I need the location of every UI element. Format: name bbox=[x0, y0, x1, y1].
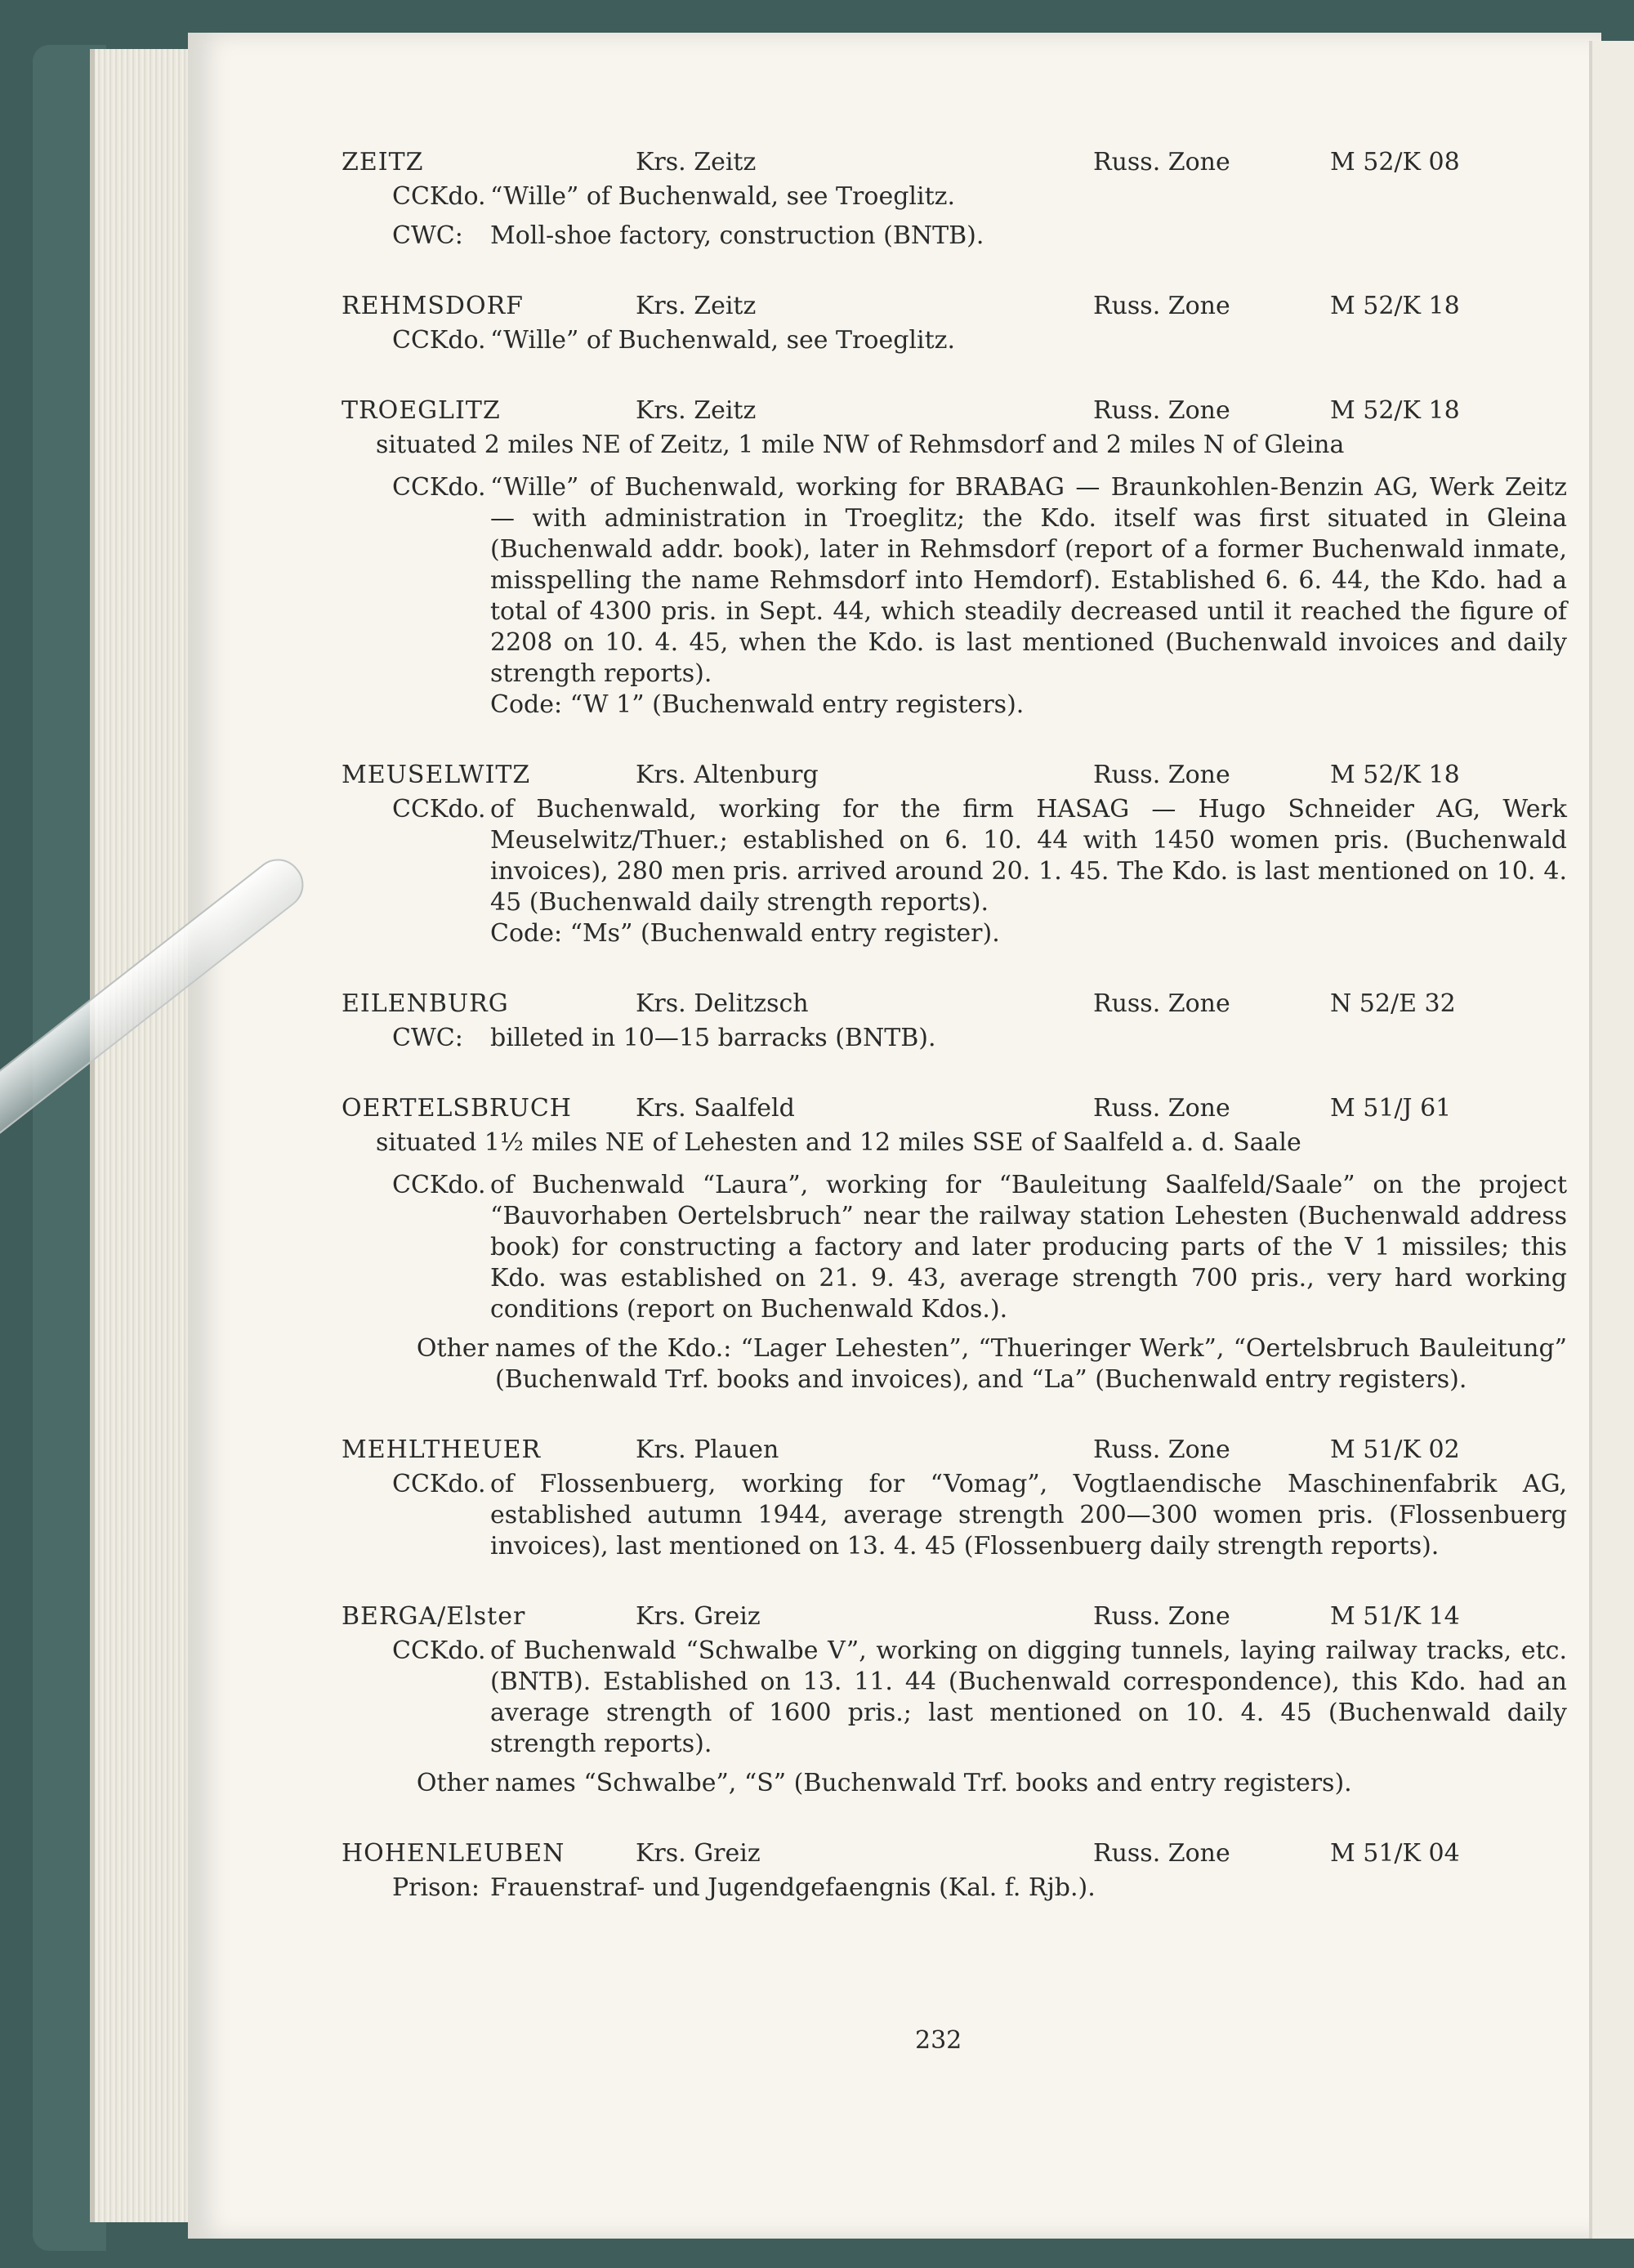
place-name: OERTELSBRUCH bbox=[342, 1094, 572, 1123]
map-reference: M 52/K 08 bbox=[1330, 148, 1460, 176]
place-name: EILENBURG bbox=[342, 989, 509, 1018]
other-names-note bbox=[342, 1333, 1567, 1395]
place-name: BERGA/Elster bbox=[342, 1602, 526, 1631]
entry-heading bbox=[342, 395, 1567, 430]
entry-description: Moll-shoe factory, construction (BNTB). bbox=[490, 221, 984, 250]
entry-description: of Buchenwald “Schwalbe V”, working on digging tunnels, laying railway tracks, etc. (BNTB). Established on 13. 11. 44 (Buchenwald correspondence), this Kdo. had an average strength of 1600 pris.; last mentioned on 10. 4. 45 (Buchenwald daily strength reports). bbox=[490, 1636, 1567, 1758]
location-note: situated 1½ miles NE of Lehesten and 12 miles SSE of Saalfeld a. d. Saale bbox=[376, 1128, 1301, 1157]
gazetteer-entry bbox=[342, 760, 1567, 949]
location-note: situated 2 miles NE of Zeitz, 1 mile NW of Rehmsdorf and 2 miles N of Gleina bbox=[376, 431, 1345, 459]
entry-line bbox=[342, 1023, 1567, 1054]
entry-line bbox=[342, 1469, 1567, 1562]
category-tag: Prison: bbox=[392, 1873, 480, 1902]
place-name: REHMSDORF bbox=[342, 292, 524, 320]
entry-description: of Buchenwald, working for the firm HASAG — Hugo Schneider AG, Werk Meuselwitz/Thuer.; established on 6. 10. 44 with 1450 women pris. (Buchenwald invoices), 280 men pris. arrived around 20. 1. 45. The Kdo. is last mentioned on 10. 4. 45 (Buchenwald daily strength reports). bbox=[490, 795, 1567, 917]
note-text: names of the Kdo.: “Lager Lehesten”, “Thueringer Werk”, “Oertelsbruch Bauleitung” (Buchenwald Trf. books and invoices), and “La” (Buchenwald entry registers). bbox=[495, 1334, 1567, 1394]
entry-description: “Wille” of Buchenwald, see Troeglitz. bbox=[490, 326, 955, 355]
entry-description: billeted in 10—15 barracks (BNTB). bbox=[490, 1024, 936, 1052]
category-tag: CCKdo. bbox=[392, 473, 486, 502]
map-reference: M 51/K 02 bbox=[1330, 1435, 1460, 1464]
map-reference: M 52/K 18 bbox=[1330, 761, 1460, 789]
zone: Russ. Zone bbox=[1093, 761, 1230, 789]
entry-heading bbox=[342, 147, 1567, 181]
entry-description-block bbox=[490, 1170, 1567, 1325]
entry-description-block bbox=[490, 1873, 1567, 1904]
entry-heading bbox=[342, 1435, 1567, 1469]
gazetteer-entry bbox=[342, 1601, 1567, 1799]
other-names-note bbox=[342, 1768, 1567, 1799]
entry-description-block bbox=[490, 221, 1567, 252]
zone: Russ. Zone bbox=[1093, 1435, 1230, 1464]
district: Krs. Zeitz bbox=[636, 148, 757, 176]
code-note: Code: “Ms” (Buchenwald entry register). bbox=[490, 919, 1000, 948]
gazetteer-entry bbox=[342, 1093, 1567, 1395]
page-text bbox=[342, 147, 1567, 1943]
district: Krs. Saalfeld bbox=[636, 1094, 795, 1123]
entry-line bbox=[342, 1873, 1567, 1904]
district: Krs. Altenburg bbox=[636, 761, 819, 789]
gazetteer-entry bbox=[342, 395, 1567, 721]
district: Krs. Greiz bbox=[636, 1839, 761, 1868]
entry-line bbox=[342, 221, 1567, 252]
zone: Russ. Zone bbox=[1093, 989, 1230, 1018]
entry-description-block bbox=[490, 181, 1567, 212]
district: Krs. Plauen bbox=[636, 1435, 779, 1464]
category-tag: CWC: bbox=[392, 1024, 463, 1052]
category-tag: CCKdo. bbox=[392, 182, 486, 211]
map-reference: M 52/K 18 bbox=[1330, 292, 1460, 320]
category-tag: CCKdo. bbox=[392, 1171, 486, 1199]
entry-line bbox=[342, 1170, 1567, 1325]
entry-heading bbox=[342, 1838, 1567, 1873]
entry-description: Frauenstraf- und Jugendgefaengnis (Kal. f. Rjb.). bbox=[490, 1873, 1096, 1902]
map-reference: N 52/E 32 bbox=[1330, 989, 1456, 1018]
place-name: MEUSELWITZ bbox=[342, 761, 531, 789]
entry-description: “Wille” of Buchenwald, see Troeglitz. bbox=[490, 182, 955, 211]
next-page-edge bbox=[1589, 41, 1634, 2239]
entry-line bbox=[342, 794, 1567, 949]
zone: Russ. Zone bbox=[1093, 148, 1230, 176]
page-edges bbox=[90, 49, 201, 2222]
district: Krs. Zeitz bbox=[636, 396, 757, 425]
district: Krs. Greiz bbox=[636, 1602, 761, 1631]
place-name: HOHENLEUBEN bbox=[342, 1839, 565, 1868]
note-text: names “Schwalbe”, “S” (Buchenwald Trf. books and entry registers). bbox=[495, 1769, 1352, 1797]
entry-description: “Wille” of Buchenwald, working for BRABAG — Braunkohlen-Benzin AG, Werk Zeitz — with administration in Troeglitz; the Kdo. itself was first situated in Gleina (Buchenwald addr. book), later in Rehmsdorf (report of a former Buchenwald inmate, misspelling the name Rehmsdorf into Hemdorf). Established 6. 6. 44, the Kdo. had a total of 4300 pris. in Sept. 44, which steadily decreased until it reached the figure of 2208 on 10. 4. 45, when the Kdo. is last mentioned (Buchenwald invoices and daily strength reports). bbox=[490, 473, 1567, 688]
entry-description-block bbox=[490, 325, 1567, 356]
zone: Russ. Zone bbox=[1093, 1094, 1230, 1123]
map-reference: M 51/K 14 bbox=[1330, 1602, 1460, 1631]
map-reference: M 51/J 61 bbox=[1330, 1094, 1452, 1123]
zone: Russ. Zone bbox=[1093, 1839, 1230, 1868]
entry-description: of Flossenbuerg, working for “Vomag”, Vogtlaendische Maschinenfabrik AG, established autumn 1944, average strength 200—300 women pris. (Flossenbuerg invoices), last mentioned on 13. 4. 45 (Flossenbuerg daily strength reports). bbox=[490, 1470, 1567, 1560]
entry-line bbox=[342, 181, 1567, 212]
gazetteer-entry bbox=[342, 291, 1567, 356]
note-label: Other bbox=[416, 1334, 489, 1363]
category-tag: CCKdo. bbox=[392, 1636, 486, 1665]
gazetteer-entry bbox=[342, 147, 1567, 252]
entry-description-block bbox=[490, 1636, 1567, 1760]
page-number: 232 bbox=[915, 2026, 962, 2055]
entry-line bbox=[342, 1636, 1567, 1760]
map-reference: M 52/K 18 bbox=[1330, 396, 1460, 425]
gazetteer-entry bbox=[342, 989, 1567, 1054]
entry-heading bbox=[342, 1093, 1567, 1127]
map-reference: M 51/K 04 bbox=[1330, 1839, 1460, 1868]
entry-description-block bbox=[490, 794, 1567, 949]
note-label: Other bbox=[416, 1769, 489, 1797]
zone: Russ. Zone bbox=[1093, 1602, 1230, 1631]
entry-heading bbox=[342, 760, 1567, 794]
category-tag: CCKdo. bbox=[392, 326, 486, 355]
entry-description-block bbox=[490, 472, 1567, 721]
zone: Russ. Zone bbox=[1093, 292, 1230, 320]
place-name: TROEGLITZ bbox=[342, 396, 501, 425]
gazetteer-entry bbox=[342, 1435, 1567, 1562]
district: Krs. Delitzsch bbox=[636, 989, 809, 1018]
entry-heading bbox=[342, 291, 1567, 325]
place-name: MEHLTHEUER bbox=[342, 1435, 542, 1464]
district: Krs. Zeitz bbox=[636, 292, 757, 320]
entry-line bbox=[342, 325, 1567, 356]
category-tag: CWC: bbox=[392, 221, 463, 250]
entry-line bbox=[342, 472, 1567, 721]
zone: Russ. Zone bbox=[1093, 396, 1230, 425]
gazetteer-entry bbox=[342, 1838, 1567, 1904]
entry-description-block bbox=[490, 1023, 1567, 1054]
entry-description: of Buchenwald “Laura”, working for “Bauleitung Saalfeld/Saale” on the project “Bauvorhaben Oertelsbruch” near the railway station Lehesten (Buchenwald address book) for constructing a factory and later producing parts of the V 1 missiles; this Kdo. was established on 21. 9. 43, average strength 700 pris., very hard working conditions (report on Buchenwald Kdos.). bbox=[490, 1171, 1567, 1324]
entry-description-block bbox=[490, 1469, 1567, 1562]
entry-heading bbox=[342, 1601, 1567, 1636]
category-tag: CCKdo. bbox=[392, 795, 486, 824]
place-name: ZEITZ bbox=[342, 148, 424, 176]
category-tag: CCKdo. bbox=[392, 1470, 486, 1498]
code-note: Code: “W 1” (Buchenwald entry registers). bbox=[490, 690, 1025, 719]
entry-heading bbox=[342, 989, 1567, 1023]
